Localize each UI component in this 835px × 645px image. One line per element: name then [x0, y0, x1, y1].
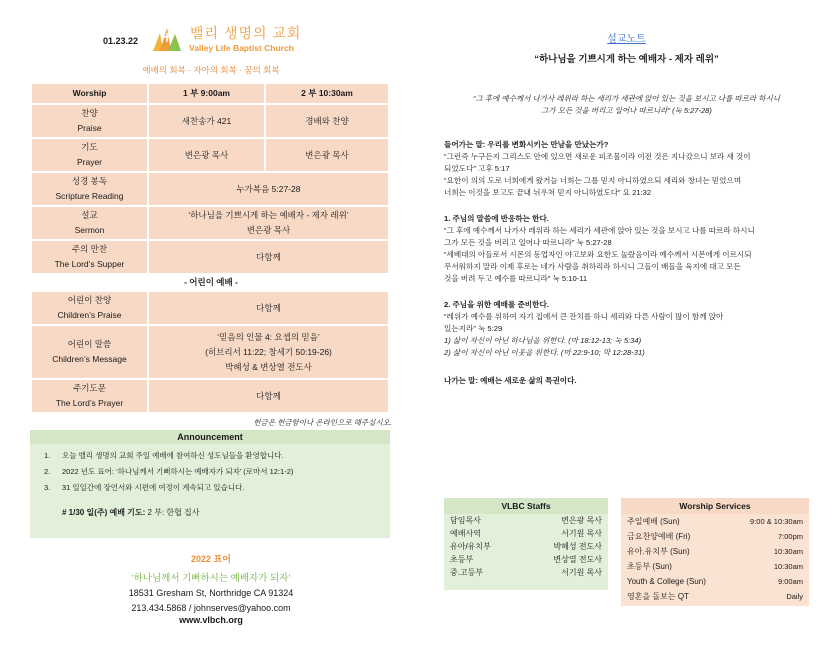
list-text: 오늘 밸리 생명의 교회 주일 예배에 참여하신 성도님들을 환영합니다.: [62, 451, 284, 460]
point-line: 것을 버려 두고 예수를 따르니라” 눅 5:10-11: [444, 274, 588, 283]
services-title: Worship Services: [621, 498, 809, 514]
row-label-kr: 찬양: [81, 108, 98, 118]
point-1-heading: 1. 주님의 말씀에 반응하는 한다.: [444, 214, 549, 223]
row-label-en: Children’s Message: [52, 354, 127, 364]
intro-line: “요한이 의의 도로 너희에게 왔거늘 너희는 그를 믿지 아니하였으되 세리와 창녀는 믿었으며: [444, 176, 742, 185]
sermon-point-2: [444, 299, 809, 359]
kids-worship-table: [30, 290, 390, 414]
prayer-value: 2 부: 한협 집사: [147, 508, 200, 517]
church-website-link[interactable]: www.vlbch.org: [179, 615, 243, 625]
cell-scripture: 누가복음 5:27-28: [148, 172, 389, 206]
row-label-kr: 기도: [81, 142, 98, 152]
service-name: 유아.유치부 (Sun): [627, 547, 690, 556]
year-motto-label: 2022 표어: [191, 554, 231, 564]
info-boxes: [444, 498, 809, 606]
point-line: 있는지라” 눅 5:29: [444, 324, 503, 333]
bulletin-date: 01.23.22: [103, 36, 139, 46]
prayer-assignment: [62, 507, 390, 518]
staff-name: 변은광 목사: [561, 516, 602, 525]
prayer-label: # 1/30 일(주) 예배 기도:: [62, 508, 146, 517]
service-name: Youth & College (Sun): [627, 577, 706, 586]
point-line: 무서워하지 말라 이제 후로는 네가 사람을 취하리라 하시니 그들이 배들을 육지에 대고 모든: [444, 262, 741, 271]
staff-role: 예배사역: [450, 529, 481, 538]
row-label-kr: 어린이 찬양: [67, 295, 112, 305]
sermon-closing: [444, 375, 809, 387]
staff-name: 서기원 목사: [561, 568, 602, 577]
list-item: [621, 559, 809, 574]
church-name-english: Valley Life Baptist Church: [189, 43, 294, 53]
sermon-main-title: “하나님을 기쁘시게 하는 예배자 - 제자 레위”: [534, 54, 719, 65]
church-name-korean: 밸리 생명의 교회: [190, 25, 302, 41]
list-item: [44, 480, 390, 496]
row-label-en: Sermon: [74, 225, 105, 235]
staff-role: 초등부: [450, 555, 474, 564]
service-time: 9:00am: [777, 577, 803, 586]
cell-praise-1: 새찬송가 421: [148, 104, 265, 138]
table-row-children-praise: [31, 291, 389, 325]
list-text: 31 일일간에 장언서와 시편에 여정이 계속되고 있습니다.: [62, 483, 245, 492]
service-name: 금요찬양예배 (Fri): [627, 532, 691, 541]
row-label-kr: 주기도문: [73, 383, 106, 393]
services-box: [621, 498, 809, 606]
point-2-heading: 2. 주님을 위한 예배를 준비한다.: [444, 300, 549, 309]
sermon-intro: [444, 139, 809, 199]
staff-title: VLBC Staffs: [444, 498, 608, 514]
list-item: [621, 589, 809, 604]
table-row-scripture: [31, 172, 389, 206]
church-address: 18531 Gresham St, Northridge CA 91324: [128, 588, 294, 598]
table-row-praise: [31, 104, 389, 138]
list-number: 3.: [44, 483, 51, 492]
table-row-lords-prayer: [31, 379, 389, 413]
intro-line: “그런즉 누구든지 그리스도 안에 있으면 새로운 피조물이라 이전 것은 지나갔으니 보라 새 것이: [444, 152, 751, 161]
list-item: [44, 464, 390, 480]
children-message-scripture: (히브리서 11:22; 창세기 50:19-26): [205, 346, 332, 357]
kids-worship-divider: - 어린이 예배 -: [184, 277, 238, 287]
year-motto-text: ‘하나님께서 기뻐하시는 예배자가 되자’: [131, 573, 291, 584]
header-worship: Worship: [31, 83, 148, 104]
church-contact: 213.434.5868 / johnserves@yahoo.com: [131, 603, 291, 613]
row-label-en: The Lord’s Prayer: [55, 398, 124, 408]
service-name: 초등부 (Sun): [627, 562, 672, 571]
cell-praise-2: 경배와 찬양: [265, 104, 389, 138]
bulletin-right-page: [444, 30, 809, 610]
staff-role: 중.고등부: [450, 568, 484, 577]
staff-name: 변상열 전도사: [553, 555, 602, 564]
list-item: [444, 527, 608, 540]
staff-name: 박혜성 전도사: [553, 542, 602, 551]
staff-box: [444, 498, 608, 590]
quote-line: 그가 모든 것을 버리고 일어나 따르니라” (눅 5:27-28): [541, 106, 712, 115]
list-item: [621, 544, 809, 559]
service-time: 7:00pm: [777, 532, 803, 541]
row-label-kr: 설교: [81, 210, 98, 220]
point-line: “그 후에 예수께서 나가사 레위라 하는 세리가 세관에 앉아 있는 것을 보시고 나를 따르라 하시니: [444, 226, 755, 235]
service-name: 영혼을 돌보는 QT: [627, 592, 689, 601]
service-time: 10:30am: [773, 562, 803, 571]
quote-line: “그 후에 예수께서 나가사 레위라 하는 세리가 세관에 앉아 있는 것을 보시고 나를 따르라 하시니: [473, 94, 780, 103]
children-message-speakers: 박혜성 & 변상열 전도사: [225, 361, 312, 372]
bulletin-left-page: [30, 22, 392, 632]
row-label-en: Scripture Reading: [55, 191, 124, 201]
service-time: 10:30am: [773, 547, 803, 556]
table-row-lords-supper: [31, 240, 389, 274]
row-label-en: Children’s Praise: [57, 310, 122, 320]
point-line: “세베대의 아들로서 시몬의 동업자인 야고보와 요한도 놀랐음이라 예수께서 시몬에게 이르시되: [444, 250, 752, 259]
closing-line: 나가는 말: 예배는 새로운 삶의 특권이다.: [444, 376, 577, 385]
list-item: [444, 566, 608, 579]
row-label-en: Praise: [77, 123, 102, 133]
announcement-title: Announcement: [30, 430, 390, 444]
point-line: 그가 모든 것을 버리고 일어나 따르니라” 눅 5:27-28: [444, 238, 612, 247]
row-label-kr: 어린이 말씀: [67, 339, 112, 349]
row-label-kr: 성경 봉독: [71, 176, 108, 186]
sermon-notes-title: 설교노트: [607, 34, 646, 45]
header-service-1: 1 부 9:00am: [148, 83, 265, 104]
intro-line: 너희는 이것을 보고도 끝내 뉘우쳐 믿지 아니하였도다” 요 21:32: [444, 188, 652, 197]
header-service-2: 2 부 10:30am: [265, 83, 389, 104]
sermon-preacher: 변은광 목사: [246, 225, 291, 235]
staff-role: 담임목사: [450, 516, 481, 525]
staff-name: 서기원 목사: [561, 529, 602, 538]
staff-role: 유아/유치부: [450, 542, 491, 551]
sermon-point-1: [444, 213, 809, 285]
point-line: 1) 삶이 자신이 아닌 하나님을 위한다. (마 18:12-13; 눅 5:34): [444, 336, 642, 345]
offering-note: 헌금은 헌금함이나 온라인으로 해주십시오.: [253, 418, 392, 427]
cell-prayer-2: 변은광 목사: [265, 138, 389, 172]
point-line: “레위가 예수를 위하여 자기 집에서 큰 잔치를 하니 세리와 다른 사람이 많이 함께 앉아: [444, 312, 724, 321]
sermon-title: ‘하나님을 기쁘시게 하는 예배자 - 제자 레위’: [188, 210, 349, 220]
list-item: [44, 448, 390, 464]
row-label-en: Prayer: [76, 157, 103, 167]
list-item: [621, 529, 809, 544]
list-text: 2022 년도 표어: ‘하나님께서 기뻐하시는 예배자가 되자’ (로마서 12:1-2): [62, 467, 294, 476]
service-name: 주일예배 (Sun): [627, 517, 680, 526]
row-label-kr: 주의 만찬: [71, 244, 108, 254]
sermon-key-verse: [444, 93, 809, 117]
point-line: 2) 삶이 자신이 아닌 이웃을 위한다. (마 22:9-10; 막 12:28-31): [444, 348, 645, 357]
list-number: 1.: [44, 451, 51, 460]
announcement-box: [30, 430, 390, 538]
table-header-row: [31, 83, 389, 104]
church-motto: 예배의 회복 · 자아의 회복 · 꿈의 회복: [142, 65, 280, 75]
table-row-prayer: [31, 138, 389, 172]
children-message-title: ‘믿음의 인물 4: 요셉의 믿음’: [217, 331, 320, 342]
church-logo-icon: [151, 25, 183, 53]
bulletin-header: [30, 22, 392, 62]
list-number: 2.: [44, 467, 51, 476]
list-item: [444, 553, 608, 566]
table-row-sermon: [31, 206, 389, 240]
cell-lords-prayer: 다함께: [148, 379, 389, 413]
cell-lords-supper: 다함께: [148, 240, 389, 274]
list-item: [444, 514, 608, 527]
row-label-en: The Lord’s Supper: [54, 259, 125, 269]
worship-order-table: [30, 82, 390, 275]
intro-heading: 들어가는 말: 우리를 변화시키는 만남을 만났는가?: [444, 140, 609, 149]
footer-info: [30, 552, 392, 626]
list-item: [621, 514, 809, 529]
list-item: [444, 540, 608, 553]
list-item: [621, 574, 809, 589]
cell-prayer-1: 변은광 목사: [148, 138, 265, 172]
service-time: Daily: [786, 592, 803, 601]
announcement-list: [30, 444, 390, 496]
service-time: 9:00 & 10:30am: [750, 517, 803, 526]
cell-children-praise: 다함께: [148, 291, 389, 325]
intro-line: 되었도다” 고후 5:17: [444, 164, 510, 173]
table-row-children-message: [31, 325, 389, 379]
